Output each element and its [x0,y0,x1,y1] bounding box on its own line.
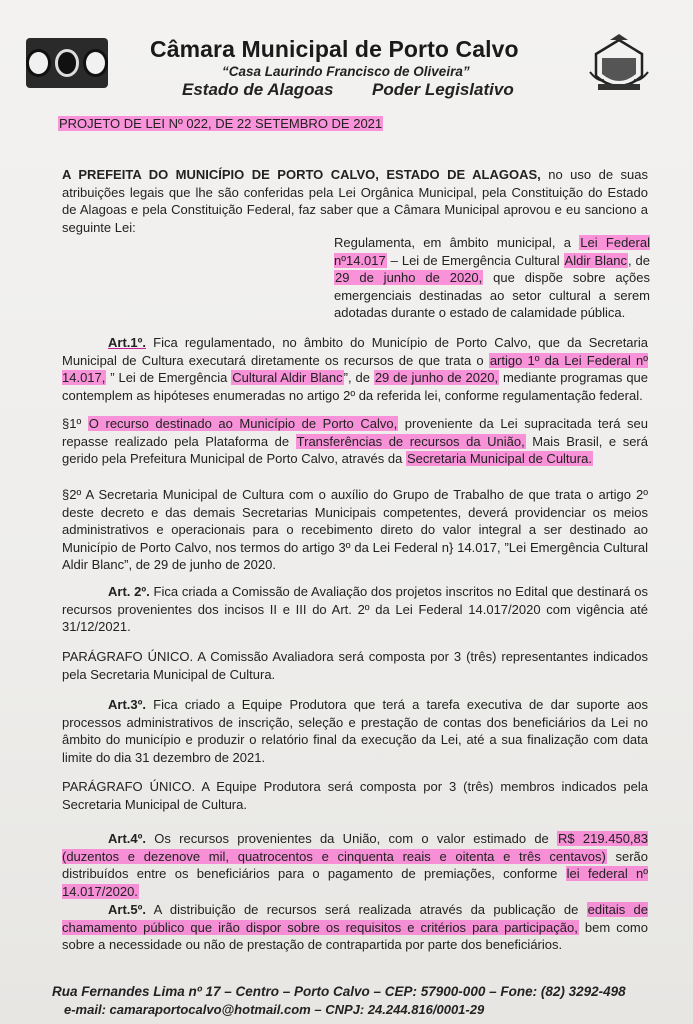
chamber-subtitle: “Casa Laurindo Francisco de Oliveira” [222,64,470,79]
article-4-text-b: serão distribuídos entre os beneficiários para o pagamento de premiações, conforme [62,848,648,881]
article-4-highlight-amount: R$ 219.450,83 (duzentos e dezenove mil, quatrocentos e cinquenta reais e oitenta e três centavos) [62,831,648,864]
ementa-paragraph [334,234,650,322]
chamber-logo [26,38,108,88]
article-5-highlight-notices: editais de chamamento público que irão dispor sobre os requisitos e critérios para participação, [62,902,649,935]
sole-paragraph-1: PARÁGRAFO ÚNICO. A Comissão Avaliadora será composta por 3 (três) representantes indicados pela Secretaria Municipal de Cultura. [62,649,648,682]
ementa-highlight-name: Aldir Blanc [564,252,628,268]
article-2-label: Art. 2º. [108,584,150,599]
chamber-title: Câmara Municipal de Porto Calvo [150,36,519,62]
ementa-highlight-law: Lei Federal nº14.017 [334,235,650,268]
paragraph-1 [62,415,648,468]
logo-circle-left [26,49,51,77]
article-1 [62,334,648,404]
article-5-text-a: A distribuição de recursos será realizada através da publicação de [145,902,587,917]
article-3 [62,696,648,766]
article-5-text-b: bem como sobre a necessidade ou não de prestação de contrapartida por parte dos beneficiários. [62,919,648,952]
bill-number-text: PROJETO DE LEI Nº 022, DE 22 SETEMBRO DE 2021 [59,116,383,131]
article-5-label: Art.5º. [108,902,146,917]
article-3-text: Fica criado a Equipe Produtora que terá a tarefa executiva de dar suporte aos processos administrativos de inscrição, seleção e prestação de contas dos beneficiários da Lei no âmbito do município e produzir o relatório final da execução da Lei, até a sua finalização com data limite do dia 31 dezembro de 2021. [62,697,648,765]
sole-paragraph-2: PARÁGRAFO ÚNICO. A Equipe Produtora será composta por 3 (três) membros indicados pela Secretaria Municipal de Cultura. [62,779,648,812]
paragraph-1-text-a: §1º [62,416,88,431]
paragraph-1-highlight-transfer: Transferências de recursos da União, [296,433,525,449]
article-5 [62,901,648,954]
article-2-text: Fica criada a Comissão de Avaliação dos projetos inscritos no Edital que destinará os recursos provenientes dos incisos II e III do Art. 2º da Lei Federal 14.017/2020 com vigência até 31/12/2021. [62,584,649,634]
intro-rest: no uso de suas atribuições legais que lhe são conferidas pela Lei Orgânica Municipal, pela Constituição do Estado de Alagoas e pela Constituição Federal, faz saber que a Câmara Municipal aprovou e eu sanciono a seguinte Lei: [62,167,648,235]
paragraph-1-text-b: proveniente da Lei supracitada terá seu repasse realizado pela Plataforma de [62,416,648,449]
coat-of-arms-icon [588,32,650,98]
article-2 [62,583,648,636]
intro-bold: A PREFEITA DO MUNICÍPIO DE PORTO CALVO, ESTADO DE ALAGOAS, [62,167,541,182]
ementa-text-a: Regulamenta, em âmbito municipal, a [334,235,580,250]
logo-circle-right [83,49,108,77]
ementa-text-d: que dispõe sobre ações emergenciais destinadas ao setor cultural a serem adotadas durante o estado de calamidade pública. [334,270,651,320]
article-3-label: Art.3º. [108,697,146,712]
article-1-highlight-law: artigo 1º da Lei Federal nº 14.017, [62,352,648,385]
article-4-label: Art.4º. [108,831,146,846]
footer-address: Rua Fernandes Lima nº 17 – Centro – Porto Calvo – CEP: 57900-000 – Fone: (82) 3292-498 [52,984,626,999]
article-4 [62,830,648,900]
article-4-highlight-law: lei federal nº 14.017/2020. [62,866,649,899]
ementa-text-c: , de [628,252,651,268]
article-1-label: Art.1º. [108,335,146,350]
article-4-text-a: Os recursos provenientes da União, com o valor estimado de [145,831,558,846]
article-1-text-b: ” Lei de Emergência [106,370,232,385]
footer-email: e-mail: camaraportocalvo@hotmail.com – CNPJ: 24.244.816/0001-29 [64,1002,485,1017]
paragraph-1-text-c: Mais Brasil, e será gerido pela Prefeitura Municipal de Porto Calvo, através da [62,433,648,466]
paragraph-2: §2º A Secretaria Municipal de Cultura com o auxílio do Grupo de Trabalho de que trata o artigo 2º deste decreto e das demais Secretarias Municipais competentes, deverá providenciar os meios administrativos e operacionais para o recebimento direto do valor integral a ser destinado ao Município de Porto Calvo, nos termos do artigo 3º da Lei Federal n} 14.017, ”Lei Emergência Cultural Aldir Blanc”, de 29 de junho de 2020. [62,487,648,572]
paragraph-1-highlight-secretary: Secretaria Municipal de Cultura. [406,451,592,466]
power-name: Poder Legislativo [372,80,514,99]
article-1-text-d: mediante programas que contemplem as hipóteses enumeradas no artigo 2º da referida lei, conforme regulamentação federal. [62,370,649,403]
article-1-highlight-date: 29 de junho de 2020, [374,370,499,385]
paragraph-1-highlight-resource: O recurso destinado ao Município de Porto Calvo, [88,416,398,431]
ementa-highlight-date: 29 de junho de 2020, [335,270,483,285]
article-1-highlight-name: Cultural Aldir Blanc [232,370,343,385]
logo-circle-middle [55,49,80,77]
intro-paragraph [62,166,648,236]
ementa-text-b: – Lei de Emergência Cultural [386,252,564,268]
state-name: Estado de Alagoas [182,80,334,99]
article-1-text-c: ”, de [343,370,374,385]
article-1-text-a: Fica regulamentado, no âmbito do Município de Porto Calvo, que da Secretaria Municipal de Cultura executará diretamente os recursos de que trata o [62,335,648,368]
bill-number [58,116,383,131]
